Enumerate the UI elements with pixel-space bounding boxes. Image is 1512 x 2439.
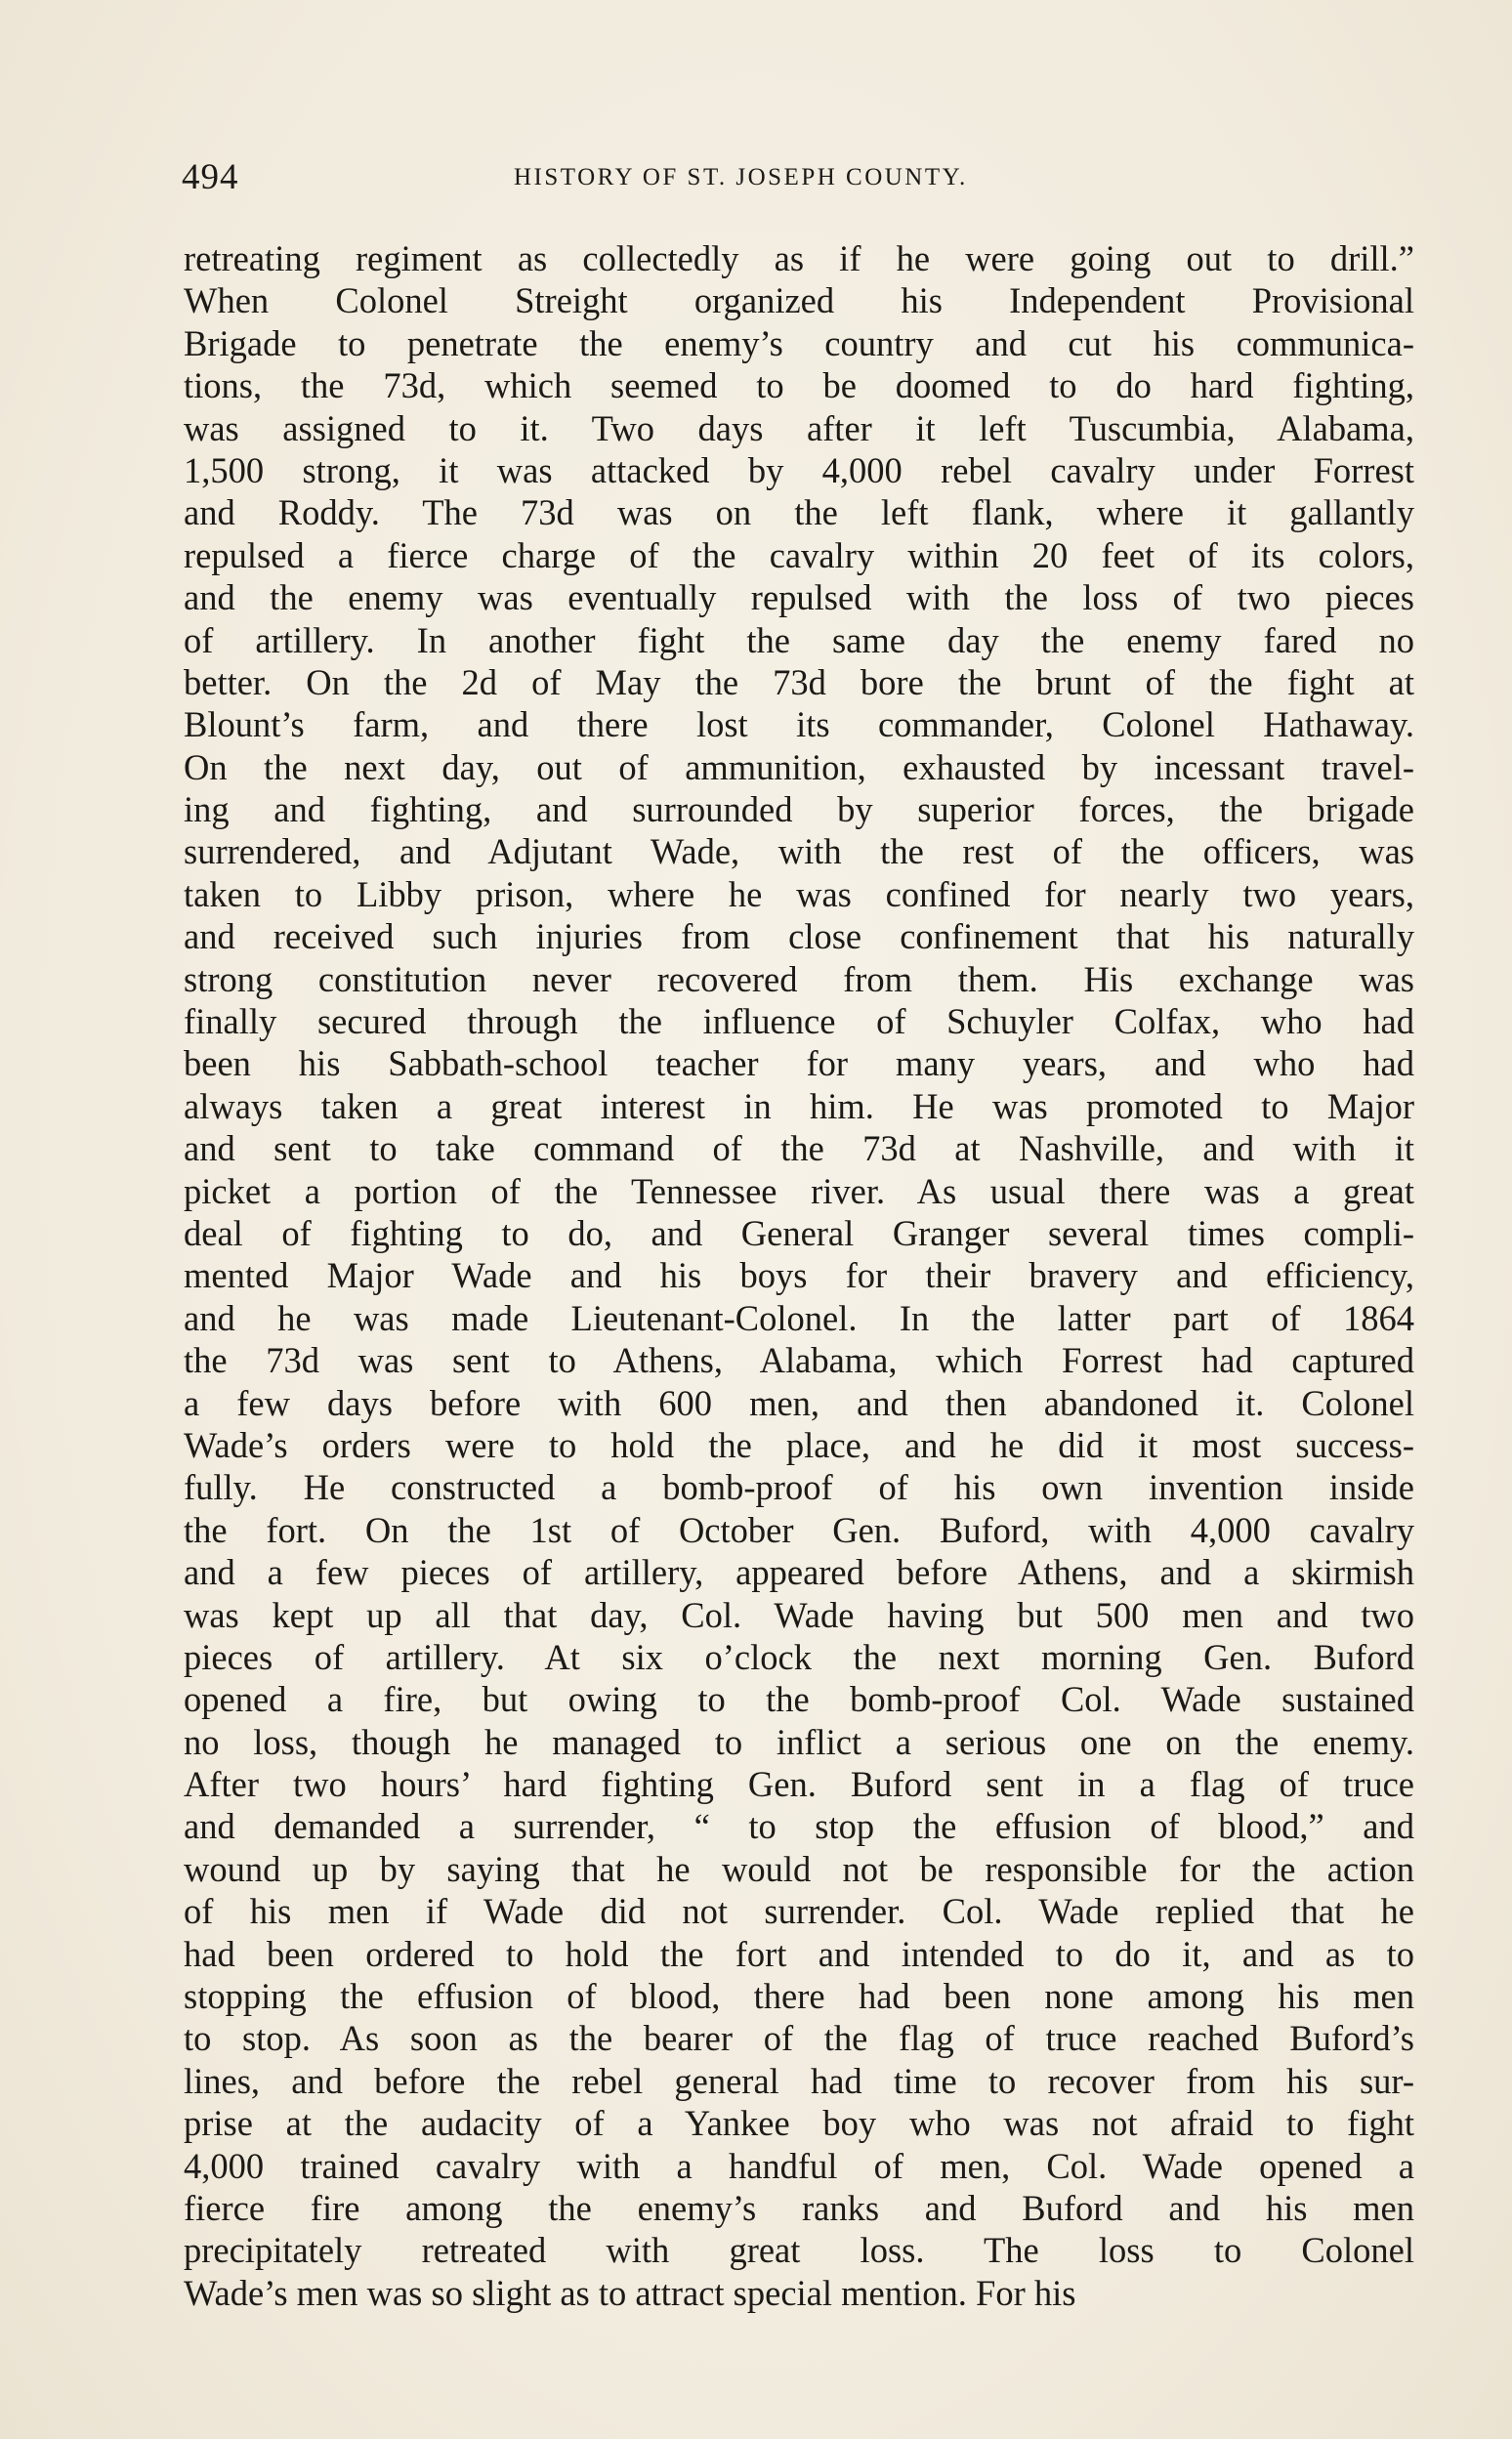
text-line: ing and fighting, and surrounded by superior forces, the brigade <box>184 789 1414 830</box>
text-line: stopping the effusion of blood, there had been none among his men <box>184 1976 1414 2017</box>
text-line: to stop. As soon as the bearer of the flag of truce reached Buford’s <box>184 2018 1414 2059</box>
page-number: 494 <box>182 157 239 197</box>
running-head: HISTORY OF ST. JOSEPH COUNTY. <box>514 164 968 190</box>
text-line: retreating regiment as collectedly as if he were going out to drill.” <box>184 238 1414 278</box>
text-line: When Colonel Streight organized his Independent Provisional <box>184 280 1414 321</box>
text-line: Wade’s orders were to hold the place, and he did it most success- <box>184 1424 1414 1465</box>
text-line: surrendered, and Adjutant Wade, with the rest of the officers, was <box>184 831 1414 872</box>
text-line: picket a portion of the Tennessee river. As usual there was a great <box>184 1170 1414 1211</box>
text-line: lines, and before the rebel general had time to recover from his sur- <box>184 2060 1414 2101</box>
text-line: fierce fire among the enemy’s ranks and Buford and his men <box>184 2187 1414 2228</box>
text-line: 4,000 trained cavalry with a handful of men, Col. Wade opened a <box>184 2145 1414 2186</box>
text-line: precipitately retreated with great loss. The loss to Colonel <box>184 2230 1414 2271</box>
text-line: prise at the audacity of a Yankee boy who was not afraid to fight <box>184 2103 1414 2144</box>
text-line: of his men if Wade did not surrender. Col. Wade replied that he <box>184 1891 1414 1932</box>
text-line: On the next day, out of ammunition, exhausted by incessant travel- <box>184 746 1414 787</box>
text-line: and sent to take command of the 73d at Nashville, and with it <box>184 1128 1414 1169</box>
text-line: taken to Libby prison, where he was confined for nearly two years, <box>184 873 1414 914</box>
body-text <box>184 237 1414 2314</box>
text-line: of artillery. In another fight the same day the enemy fared no <box>184 619 1414 660</box>
text-line: Brigade to penetrate the enemy’s country and cut his communica- <box>184 322 1414 363</box>
text-line: and a few pieces of artillery, appeared before Athens, and a skirmish <box>184 1552 1414 1593</box>
text-line: been his Sabbath-school teacher for many years, and who had <box>184 1043 1414 1084</box>
text-line: fully. He constructed a bomb-proof of his own invention inside <box>184 1467 1414 1508</box>
text-line: was kept up all that day, Col. Wade having but 500 men and two <box>184 1594 1414 1635</box>
text-line: tions, the 73d, which seemed to be doomed to do hard fighting, <box>184 365 1414 406</box>
text-line: pieces of artillery. At six o’clock the next morning Gen. Buford <box>184 1636 1414 1677</box>
text-line: always taken a great interest in him. He was promoted to Major <box>184 1085 1414 1126</box>
text-line: the 73d was sent to Athens, Alabama, which Forrest had captured <box>184 1340 1414 1381</box>
text-line: deal of fighting to do, and General Granger several times compli- <box>184 1212 1414 1253</box>
text-line: wound up by saying that he would not be responsible for the action <box>184 1848 1414 1889</box>
text-line: the fort. On the 1st of October Gen. Buford, with 4,000 cavalry <box>184 1509 1414 1550</box>
text-line: and the enemy was eventually repulsed with the loss of two pieces <box>184 577 1414 618</box>
text-line: a few days before with 600 men, and then abandoned it. Colonel <box>184 1382 1414 1423</box>
text-line: Blount’s farm, and there lost its commander, Colonel Hathaway. <box>184 704 1414 745</box>
text-line: strong constitution never recovered from them. His exchange was <box>184 958 1414 999</box>
text-line: and he was made Lieutenant-Colonel. In the latter part of 1864 <box>184 1297 1414 1338</box>
text-line: Wade’s men was so slight as to attract special mention. For his <box>184 2272 1076 2313</box>
text-line: 1,500 strong, it was attacked by 4,000 rebel cavalry under Forrest <box>184 449 1414 490</box>
text-line: was assigned to it. Two days after it left Tuscumbia, Alabama, <box>184 407 1414 448</box>
text-line: mented Major Wade and his boys for their bravery and efficiency, <box>184 1255 1414 1296</box>
text-line: better. On the 2d of May the 73d bore the brunt of the fight at <box>184 661 1414 702</box>
text-line: had been ordered to hold the fort and intended to do it, and as to <box>184 1933 1414 1974</box>
text-line: finally secured through the influence of Schuyler Colfax, who had <box>184 1001 1414 1042</box>
text-line: no loss, though he managed to inflict a serious one on the enemy. <box>184 1721 1414 1762</box>
page-header <box>182 156 1422 199</box>
text-line: and demanded a surrender, “ to stop the effusion of blood,” and <box>184 1806 1414 1847</box>
text-line: repulsed a fierce charge of the cavalry within 20 feet of its colors, <box>184 534 1414 575</box>
text-line: and received such injuries from close confinement that his naturally <box>184 916 1414 957</box>
text-line: opened a fire, but owing to the bomb-proof Col. Wade sustained <box>184 1679 1414 1720</box>
text-line: and Roddy. The 73d was on the left flank, where it gallantly <box>184 492 1414 533</box>
text-line: After two hours’ hard fighting Gen. Buford sent in a flag of truce <box>184 1764 1414 1805</box>
